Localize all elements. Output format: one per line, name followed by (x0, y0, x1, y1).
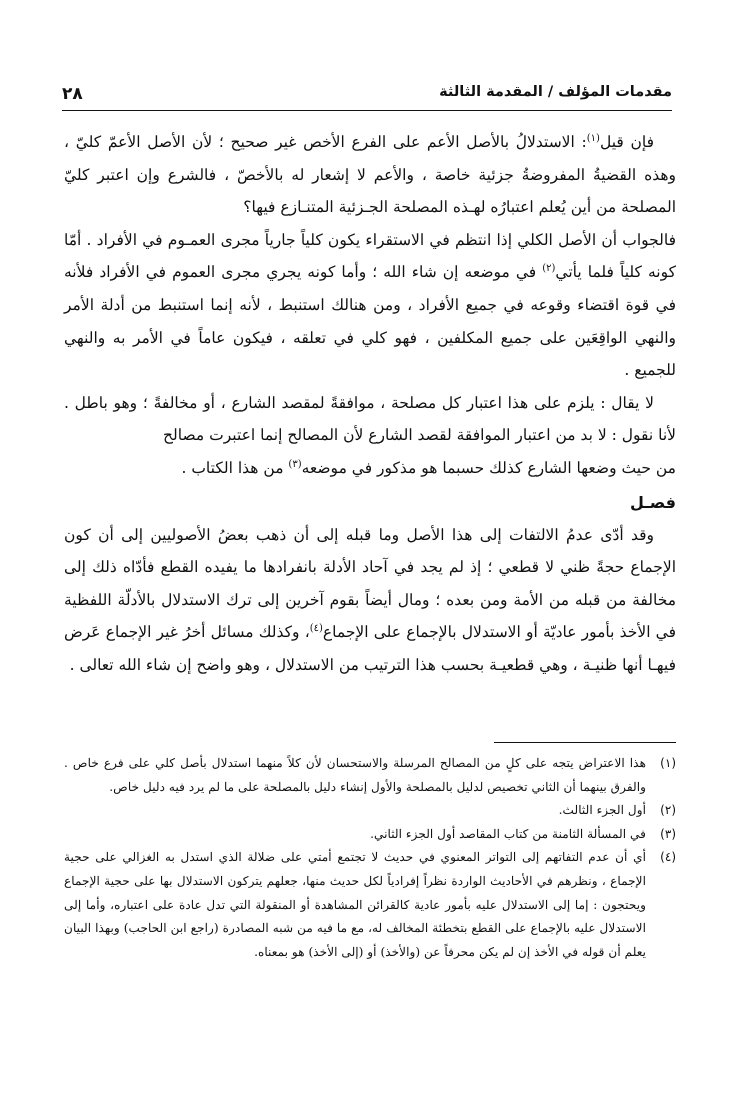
running-title: مقدمات المؤلف / المقدمة الثالثة (433, 84, 672, 100)
paragraph-rebuttal-start: لا يقال : يلزم على هذا اعتبار كل مصلحة ، موافقةً لمقصد الشارع ، أو مخالفةً ؛ وهو باطل . لأنا نقول : لا بد من اعتبار الموافقة لقصد الشارع لأن المصالح إنما اعتبرت مصالح (64, 393, 676, 445)
paragraph-ijma-start: وقد أدّى عدمُ الالتفات إلى هذا الأصل وما قبله إلى أن ذهب بعضُ الأصوليين إلى أن كون الإجماع حجةً ظني لا قطعي ؛ إذ لم يجد في آحاد الأدلة بانفرادها ما يفيده القطع فأدّاه ذلك إلى مخالفة من قبله من الأمة ومن بعده ؛ ومال أيضاً بقوم آخرين إلى ترك الاستدلال بالأدلّة اللفظية في الأخذ بأمور عاديّة أو الاستدلال بالإجماع على الإجماع (64, 525, 676, 642)
footnote-number: (٣) (660, 826, 676, 841)
paragraph-ijma (64, 519, 676, 682)
section-heading: فصـل (630, 492, 676, 512)
footnote-4 (64, 846, 676, 964)
footnote-3 (64, 823, 676, 847)
footnote-1 (64, 752, 676, 799)
footnote-ref-2[interactable]: (٢) (542, 263, 556, 275)
footnotes (64, 752, 676, 964)
page-number: ٢٨ (62, 84, 89, 104)
paragraph-objection-start: فإن قيل (599, 133, 654, 151)
paragraph-rebuttal-cont-start: من حيث وضعها الشارع كذلك حسبما هو مذكور في موضعه (301, 458, 676, 477)
footnote-text: هذا الاعتراض يتجه على كلٍ من المصالح المرسلة والاستحسان لأن كلاً منهما استدلال بأصل كلي على فرع خاص . والفرق بينهما أن الثاني تخصيص لدليل بالمصلحة والأول إنشاء دليل بالمصلحة على ما لم يرد فيه دليل خاص. (64, 756, 646, 794)
paragraph-answer (64, 224, 676, 387)
footnote-text: أول الجزء الثالث. (558, 803, 646, 818)
page-header (62, 84, 672, 111)
main-text (64, 126, 676, 682)
paragraph-rebuttal-cont-rest: من هذا الكتاب . (181, 458, 289, 477)
footnote-ref-3[interactable]: (٣) (288, 458, 302, 470)
footnote-ref-4[interactable]: (٤) (309, 623, 323, 635)
footnote-text: في المسألة الثامنة من كتاب المقاصد أول الجزء الثاني. (370, 826, 646, 841)
paragraph-objection (64, 126, 676, 224)
footnote-2 (64, 799, 676, 823)
footnote-number: (٢) (660, 803, 676, 818)
paragraph-rebuttal-cont (64, 452, 676, 485)
paragraph-ijma-rest: ، وكذلك مسائل أخرُ غير الإجماع عَرض فيهـا أنها ظنيـة ، وهي قطعيـة بحسب هذا الترتيب من الاستدلال ، وهو واضح إن شاء الله تعالى . (64, 623, 676, 674)
paragraph-objection-rest: : الاستدلالُ بالأصل الأعم على الفرع الأخص غير صحيح ؛ لأن الأصل الأعمّ كليّ ، وهذه القضيةُ المفروضةُ جزئية خاصة ، والأعم لا إشعار له بالأخصّ ، فالشرع وإن اعتبر كليّ المصلحة من أين يُعلم اعتبارُه لهـذه المصلحة الجـزئية المتنـازع فيها؟ (64, 133, 676, 217)
footnote-separator (494, 742, 676, 743)
paragraph-rebuttal (64, 387, 676, 452)
footnote-text: أي أن عدم التفاتهم إلى التواتر المعنوي في حديث لا تجتمع أمتي على ضلالة الذي استدل به الغزالي على حجية الإجماع ، ونظرهم في الأحاديث الواردة نظراً إفرادياً لكل حديث منها، جعلهم يتركون الاستدلال بها على حجية الإجماع ويحتجون : إما إلى الاستدلال عليه بأمور عادية كالقرائن المشاهدة أو المنقولة التي تدل عادة على اعتباره، وأما إلى الاستدلال عليه بالإجماع على القطع بتخطئة المخالف له، مع ما فيه من شبه المصادرة (راجع ابن الحاجب) وبهذا البيان يعلم أن قوله في الأخذ إن لم يكن محرفاً عن (والأخذ) أو (إلى الأخذ) هو بمعناه. (64, 850, 646, 959)
footnote-number: (١) (660, 756, 676, 770)
paragraph-answer-start: فالجواب أن الأصل الكلي إذا انتظم في الاستقراء يكون كلياً جارياً مجرى العمـوم في الأفراد . أمّا كونه كلياً فلما يأتي (64, 230, 676, 282)
footnote-ref-1[interactable]: (١) (586, 132, 600, 144)
footnote-number: (٤) (660, 850, 676, 865)
paragraph-answer-rest: في موضعه إن شاء الله ؛ وأما كونه يجري مجرى العموم في الأفراد فلأنه في قوة اقتضاء وقوعه في جميع الأفراد ، ومن هنالك استنبط ، لأنه إنما استنبط من أدلة الأمر والنهي الواقِعَين على جميع المكلفين ، فهو كلي في تعلقه ، فيكون عاماً في الأمر به والنهي للجميع . (64, 263, 676, 380)
